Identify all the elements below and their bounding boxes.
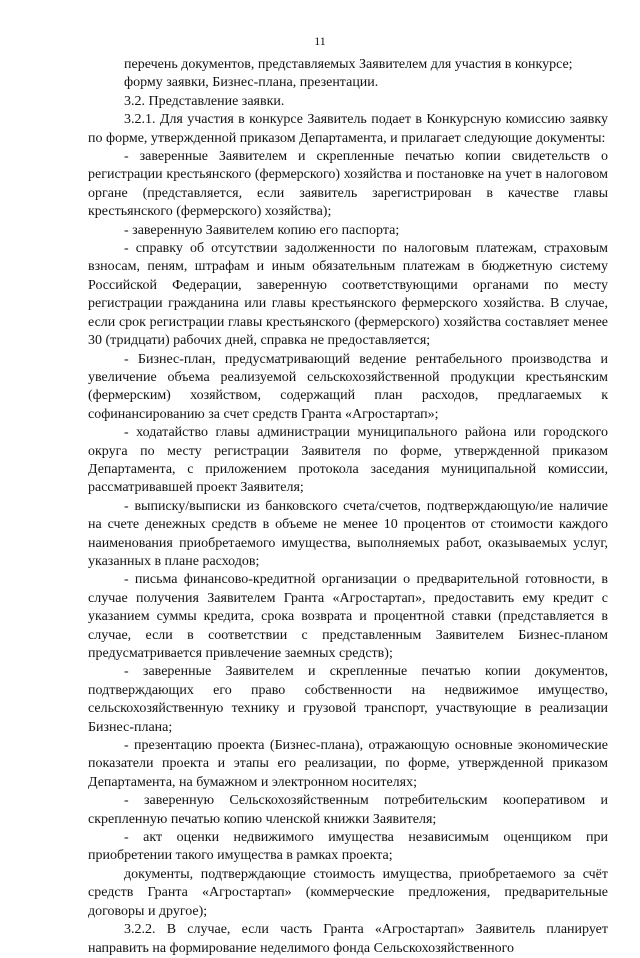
list-item: - письма финансово-кредитной организации о предварительной готовности, в случае получения Заявителем Гранта «Агростартап», предоставить ему кредит с указанием суммы кредита, срока возврата и процентной ставки (представляется в случае, если в соответствии с представленным Заявителем Бизнес-планом предусматривается привлечение заемных средств); bbox=[88, 572, 608, 661]
list-item: - ходатайство главы администрации муниципального района или городского округа по месту регистрации Заявителя по форме, утвержденной приказом Департамента, с приложением протокола заседания муниципальной комиссии, рассматривавшей проект Заявителя; bbox=[88, 425, 608, 496]
list-item: - заверенную Сельскохозяйственным потребительским кооперативом и скрепленную печатью копию членской книжки Заявителя; bbox=[88, 793, 608, 827]
paragraph: 3.2.2. В случае, если часть Гранта «Агростартап» Заявитель планирует направить на формирование неделимого фонда Сельскохозяйственного bbox=[88, 922, 608, 956]
document-body bbox=[88, 56, 608, 958]
paragraph: 3.2.1. Для участия в конкурсе Заявитель подает в Конкурсную комиссию заявку по форме, утвержденной приказом Департамента, и прилагает следующие документы: bbox=[88, 112, 608, 146]
list-item: документы, подтверждающие стоимость имущества, приобретаемого за счёт средств Гранта «Агростартап» (коммерческие предложения, предварительные договоры и другое); bbox=[88, 866, 608, 919]
list-item: - заверенные Заявителем и скрепленные печатью копии документов, подтверждающих его право собственности на недвижимое имущество, сельскохозяйственную технику и грузовой транспорт, участвующие в реализации Бизнес-плана; bbox=[88, 664, 608, 735]
page-number: 11 bbox=[314, 34, 326, 48]
list-item: - Бизнес-план, предусматривающий ведение рентабельного производства и увеличение объема реализуемой сельскохозяйственной продукции крестьянским (фермерским) хозяйством, содержащий план расходов, предлагаемых к софинансированию за счет средств Гранта «Агростартап»; bbox=[88, 351, 608, 422]
list-item: - заверенные Заявителем и скрепленные печатью копии свидетельств о регистрации крестьянского (фермерского) хозяйства и постановке на учет в налоговом органе (представляется, если заявитель зарегистрирован в качестве главы крестьянского (фермерского) хозяйства); bbox=[88, 149, 608, 220]
list-item: - справку об отсутствии задолженности по налоговым платежам, страховым взносам, пеням, штрафам и иным обязательным платежам в бюджетную систему Российской Федерации, заверенную соответствующими органами по месту регистрации гражданина или главы крестьянского фермерского хозяйства. В случае, если срок регистрации главы крестьянского (фермерского) хозяйства составляет менее 30 (тридцати) рабочих дней, справка не предоставляется; bbox=[88, 241, 608, 349]
paragraph: форму заявки, Бизнес-плана, презентации. bbox=[124, 75, 379, 91]
list-item: - заверенную Заявителем копию его паспорта; bbox=[124, 222, 400, 238]
list-item: - выписку/выписки из банковского счета/счетов, подтверждающую/ие наличие на счете денежных средств в объеме не менее 10 процентов от стоимости каждого наименования приобретаемого имущества, выполняемых работ, оказываемых услуг, указанных в плане расходов; bbox=[88, 498, 608, 569]
list-item: - акт оценки недвижимого имущества независимым оценщиком при приобретении такого имущества в рамках проекта; bbox=[88, 830, 608, 864]
paragraph: перечень документов, представляемых Заявителем для участия в конкурсе; bbox=[124, 57, 573, 72]
section-heading: 3.2. Представление заявки. bbox=[124, 93, 285, 109]
list-item: - презентацию проекта (Бизнес-плана), отражающую основные экономические показатели проекта и этапы его реализации, по форме, утвержденной приказом Департамента, на бумажном и электронном носителях; bbox=[88, 738, 608, 790]
